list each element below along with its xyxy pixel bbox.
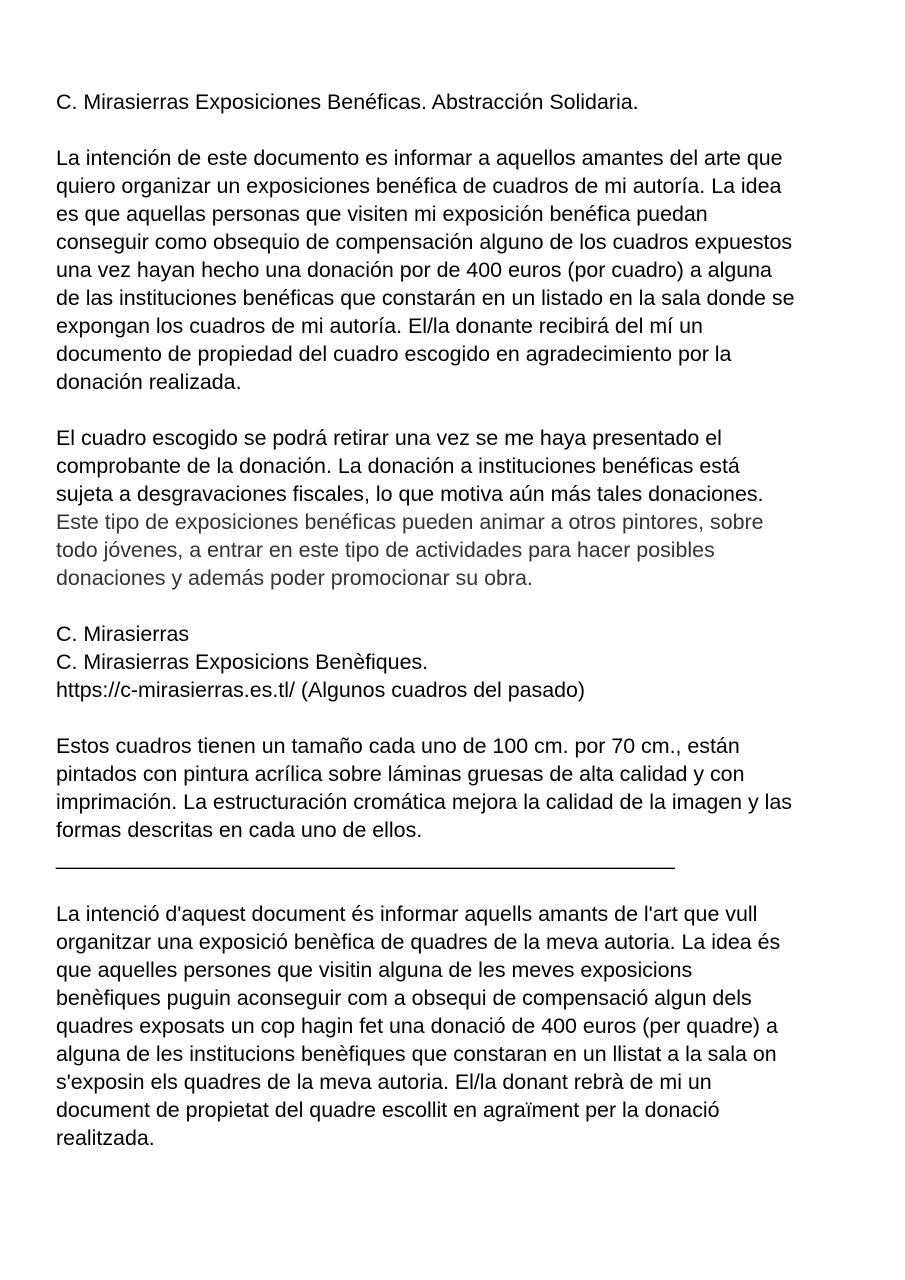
text-line: imprimación. La estructuración cromática mejora la calidad de la imagen y las	[56, 790, 792, 814]
text-line: organitzar una exposició benèfica de quadres de la meva autoria. La idea és	[56, 930, 781, 954]
text-line: de las instituciones benéficas que constarán en un listado en la sala donde se	[56, 286, 795, 310]
website-link[interactable]: https://c-mirasierras.es.tl/ (Algunos cuadros del pasado)	[56, 678, 586, 702]
text-line: benèfiques puguin aconseguir com a obsequi de compensació algun dels	[56, 986, 752, 1010]
paragraph-spanish-withdrawal	[56, 424, 901, 592]
text-line: Estos cuadros tienen un tamaño cada uno de 100 cm. por 70 cm., están	[56, 734, 740, 758]
document-title: C. Mirasierras Exposiciones Benéficas. Abstracción Solidaria.	[56, 90, 639, 114]
spacer	[56, 704, 901, 732]
document-page	[56, 88, 901, 1152]
text-line: sujeta a desgravaciones fiscales, lo que motiva aún más tales donaciones.	[56, 482, 764, 506]
text-line: pintados con pintura acrílica sobre láminas gruesas de alta calidad y con	[56, 762, 745, 786]
text-line: realitzada.	[56, 1126, 155, 1150]
text-line: comprobante de la donación. La donación a instituciones benéficas está	[56, 454, 740, 478]
text-line: documento de propiedad del cuadro escogido en agradecimiento por la	[56, 342, 732, 366]
text-line: document de propietat del quadre escollit en agraïment per la donació	[56, 1098, 720, 1122]
text-line: Este tipo de exposiciones benéficas pueden animar a otros pintores, sobre	[56, 510, 764, 534]
text-line: quiero organizar un exposiciones benéfica de cuadros de mi autoría. La idea	[56, 174, 782, 198]
paragraph-spanish-description	[56, 732, 901, 844]
spacer	[56, 396, 901, 424]
spacer	[56, 116, 901, 144]
text-line: s'exposin els quadres de la meva autoria. El/la donant rebrà de mi un	[56, 1070, 712, 1094]
text-line: todo jóvenes, a entrar en este tipo de actividades para hacer posibles	[56, 538, 715, 562]
spacer	[56, 872, 901, 900]
separator-line: ____________________________________________________	[56, 846, 675, 870]
text-line: donaciones y además poder promocionar su obra.	[56, 566, 533, 590]
text-line: que aquelles persones que visitin alguna de les meves exposicions	[56, 958, 693, 982]
organization-name: C. Mirasierras Exposicions Benèfiques.	[56, 650, 429, 674]
signature-block	[56, 620, 901, 704]
text-line: La intención de este documento es informar a aquellos amantes del arte que	[56, 146, 783, 170]
text-line: La intenció d'aquest document és informar aquells amants de l'art que vull	[56, 902, 758, 926]
text-line: formas descritas en cada uno de ellos.	[56, 818, 423, 842]
text-line: donación realizada.	[56, 370, 242, 394]
author-name: C. Mirasierras	[56, 622, 190, 646]
text-line: El cuadro escogido se podrá retirar una vez se me haya presentado el	[56, 426, 722, 450]
paragraph-catalan-intro	[56, 900, 901, 1152]
text-line: conseguir como obsequio de compensación alguno de los cuadros expuestos	[56, 230, 793, 254]
paragraph-spanish-intro	[56, 144, 901, 396]
text-line: alguna de les institucions benèfiques que constaran en un llistat a la sala on	[56, 1042, 777, 1066]
text-line: expongan los cuadros de mi autoría. El/la donante recibirá del mí un	[56, 314, 703, 338]
text-line: una vez hayan hecho una donación por de 400 euros (por cuadro) a alguna	[56, 258, 772, 282]
spacer	[56, 592, 901, 620]
text-line: quadres exposats un cop hagin fet una donació de 400 euros (per quadre) a	[56, 1014, 778, 1038]
text-line: es que aquellas personas que visiten mi exposición benéfica puedan	[56, 202, 708, 226]
